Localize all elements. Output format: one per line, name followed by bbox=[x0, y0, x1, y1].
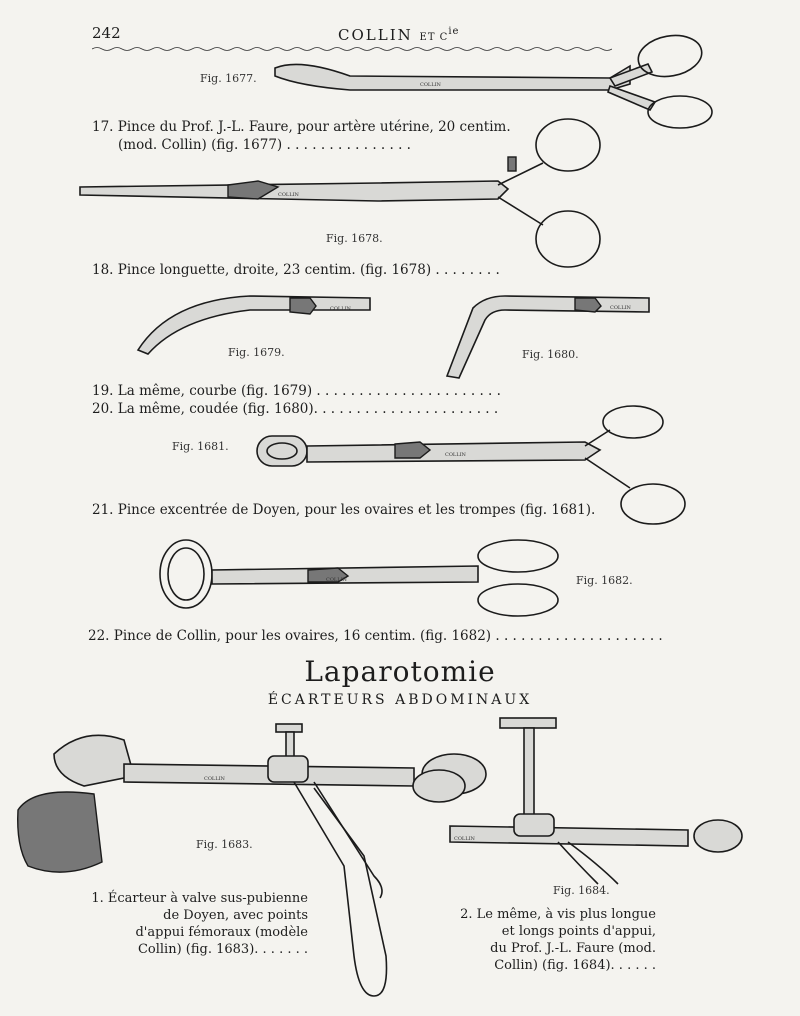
figure-1681-engraving: COLLIN bbox=[445, 452, 466, 458]
figure-1678-instrument bbox=[78, 115, 608, 275]
item-19: 19. La même, courbe (fig. 1679) . . . . . . . . . . . . . . . . . . . . . . bbox=[92, 383, 501, 399]
item-20: 20. La même, coudée (fig. 1680). . . . . . . . . . . . . . . . . . . . . . bbox=[92, 401, 499, 417]
figure-1680-engraving: COLLIN bbox=[610, 305, 631, 311]
section-subtitle: ÉCARTEURS ABDOMINAUX bbox=[267, 692, 533, 708]
paragraph-1-line-4: Collin) (fig. 1683). . . . . . . bbox=[137, 942, 308, 957]
figure-1680-caption: Fig. 1680. bbox=[522, 348, 579, 361]
figure-1682-instrument bbox=[158, 534, 568, 624]
figure-1683-instrument bbox=[14, 716, 494, 1016]
figure-1683-caption: Fig. 1683. bbox=[196, 838, 253, 851]
item-17-line-2: (mod. Collin) (fig. 1677) . . . . . . . . . . . . . . . bbox=[118, 137, 411, 153]
paragraph-2 bbox=[440, 906, 656, 974]
figure-1684-instrument bbox=[448, 714, 748, 894]
figure-1682-engraving: COLLIN bbox=[326, 577, 347, 583]
figure-1684-caption: Fig. 1684. bbox=[553, 884, 610, 897]
figure-1683-engraving: COLLIN bbox=[204, 776, 225, 782]
section-title: Laparotomie bbox=[304, 655, 496, 688]
figure-1681-caption: Fig. 1681. bbox=[172, 440, 229, 453]
figure-1680-instrument bbox=[445, 288, 655, 378]
figure-1677-instrument bbox=[270, 28, 720, 128]
header-title-main: COLLIN bbox=[338, 26, 413, 44]
figure-1678-engraving: COLLIN bbox=[278, 192, 299, 198]
figure-1679-engraving: COLLIN bbox=[330, 306, 351, 312]
paragraph-1-line-1: 1. Écarteur à valve sus-pubienne bbox=[91, 891, 308, 906]
figure-1678-caption: Fig. 1678. bbox=[326, 232, 383, 245]
paragraph-1-line-2: de Doyen, avec points bbox=[163, 908, 308, 923]
figure-1682-caption: Fig. 1682. bbox=[576, 574, 633, 587]
paragraph-2-line-3: du Prof. J.-L. Faure (mod. bbox=[490, 941, 656, 956]
item-17-line-1: 17. Pince du Prof. J.-L. Faure, pour artère utérine, 20 centim. bbox=[92, 119, 511, 135]
figure-1679-caption: Fig. 1679. bbox=[228, 346, 285, 359]
paragraph-2-line-1: 2. Le même, à vis plus longue bbox=[460, 907, 656, 922]
header-title-sup: ie bbox=[448, 26, 460, 37]
item-18: 18. Pince longuette, droite, 23 centim. (fig. 1678) . . . . . . . . bbox=[92, 262, 500, 278]
figure-1677-engraving: COLLIN bbox=[420, 82, 441, 88]
figure-1677-caption: Fig. 1677. bbox=[200, 72, 257, 85]
item-21: 21. Pince excentrée de Doyen, pour les ovaires et les trompes (fig. 1681). bbox=[92, 502, 596, 518]
figure-1684-engraving: COLLIN bbox=[454, 836, 475, 842]
paragraph-1 bbox=[60, 890, 308, 958]
paragraph-1-line-3: d'appui fémoraux (modèle bbox=[135, 925, 308, 940]
paragraph-2-line-4: Collin) (fig. 1684). . . . . . bbox=[494, 958, 656, 973]
item-22: 22. Pince de Collin, pour les ovaires, 16 centim. (fig. 1682) . . . . . . . . . . . . . . . . . . . . bbox=[88, 628, 663, 644]
header-title-rest: ET C bbox=[419, 32, 449, 43]
paragraph-2-line-2: et longs points d'appui, bbox=[501, 924, 656, 939]
page-number: 242 bbox=[92, 24, 121, 42]
